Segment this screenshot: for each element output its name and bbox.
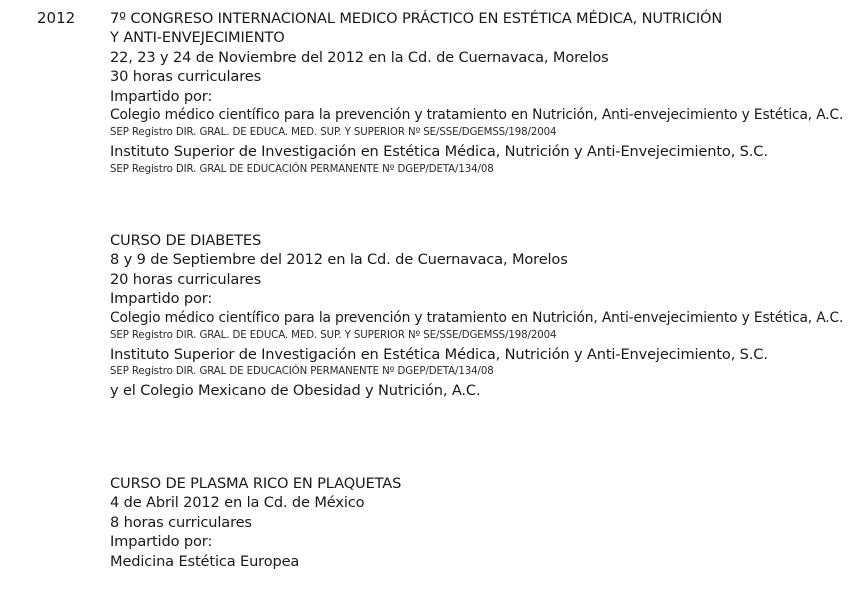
imparted-by-label: Impartido por: xyxy=(110,533,213,551)
course-title: 7º CONGRESO INTERNACIONAL MEDICO PRÁCTICO EN ESTÉTICA MÉDICA, NUTRICIÓN xyxy=(110,10,723,27)
course-date: 4 de Abril 2012 en la Cd. de México xyxy=(110,494,365,512)
course-date: 8 y 9 de Septiembre del 2012 en la Cd. de Cuernavaca, Morelos xyxy=(110,251,568,269)
organization-name: Medicina Estética Europea xyxy=(110,552,300,570)
course-title-continuation: Y ANTI-ENVEJECIMIENTO xyxy=(110,29,285,47)
course-title: CURSO DE DIABETES xyxy=(110,232,262,249)
course-title: CURSO DE PLASMA RICO EN PLAQUETAS xyxy=(110,475,402,492)
course-hours: 30 horas curriculares xyxy=(110,68,262,86)
course-entry-diabetes xyxy=(110,231,848,401)
registration-note: SEP Registro DIR. GRAL DE EDUCACIÓN PERMANENTE Nº DGEP/DETA/134/08 xyxy=(110,366,494,378)
registration-note: SEP Registro DIR. GRAL. DE EDUCA. MED. SUP. Y SUPERIOR Nº SE/SSE/DGEMSS/198/2004 xyxy=(110,127,557,139)
organization-name: y el Colegio Mexicano de Obesidad y Nutrición, A.C. xyxy=(110,382,481,400)
organization-name: Instituto Superior de Investigación en Estética Médica, Nutrición y Anti-Envejecimiento, S.C. xyxy=(110,346,768,364)
registration-note: SEP Registro DIR. GRAL. DE EDUCA. MED. SUP. Y SUPERIOR Nº SE/SSE/DGEMSS/198/2004 xyxy=(110,330,557,342)
course-date: 22, 23 y 24 de Noviembre del 2012 en la Cd. de Cuernavaca, Morelos xyxy=(110,48,609,66)
course-entry-plasma xyxy=(110,474,848,571)
organization-name: Instituto Superior de Investigación en Estética Médica, Nutrición y Anti-Envejecimiento, S.C. xyxy=(110,143,768,161)
course-entry-congreso xyxy=(110,9,848,178)
imparted-by-label: Impartido por: xyxy=(110,290,213,308)
organization-name: Colegio médico científico para la prevención y tratamiento en Nutrición, Anti-envejecimiento y Estética, A.C. xyxy=(110,107,844,124)
course-hours: 8 horas curriculares xyxy=(110,513,252,531)
imparted-by-label: Impartido por: xyxy=(110,87,213,105)
course-hours: 20 horas curriculares xyxy=(110,270,262,288)
registration-note: SEP Registro DIR. GRAL DE EDUCACIÓN PERMANENTE Nº DGEP/DETA/134/08 xyxy=(110,163,494,175)
organization-name: Colegio médico científico para la prevención y tratamiento en Nutrición, Anti-envejecimiento y Estética, A.C. xyxy=(110,309,844,326)
year-label: 2012 xyxy=(37,9,76,27)
